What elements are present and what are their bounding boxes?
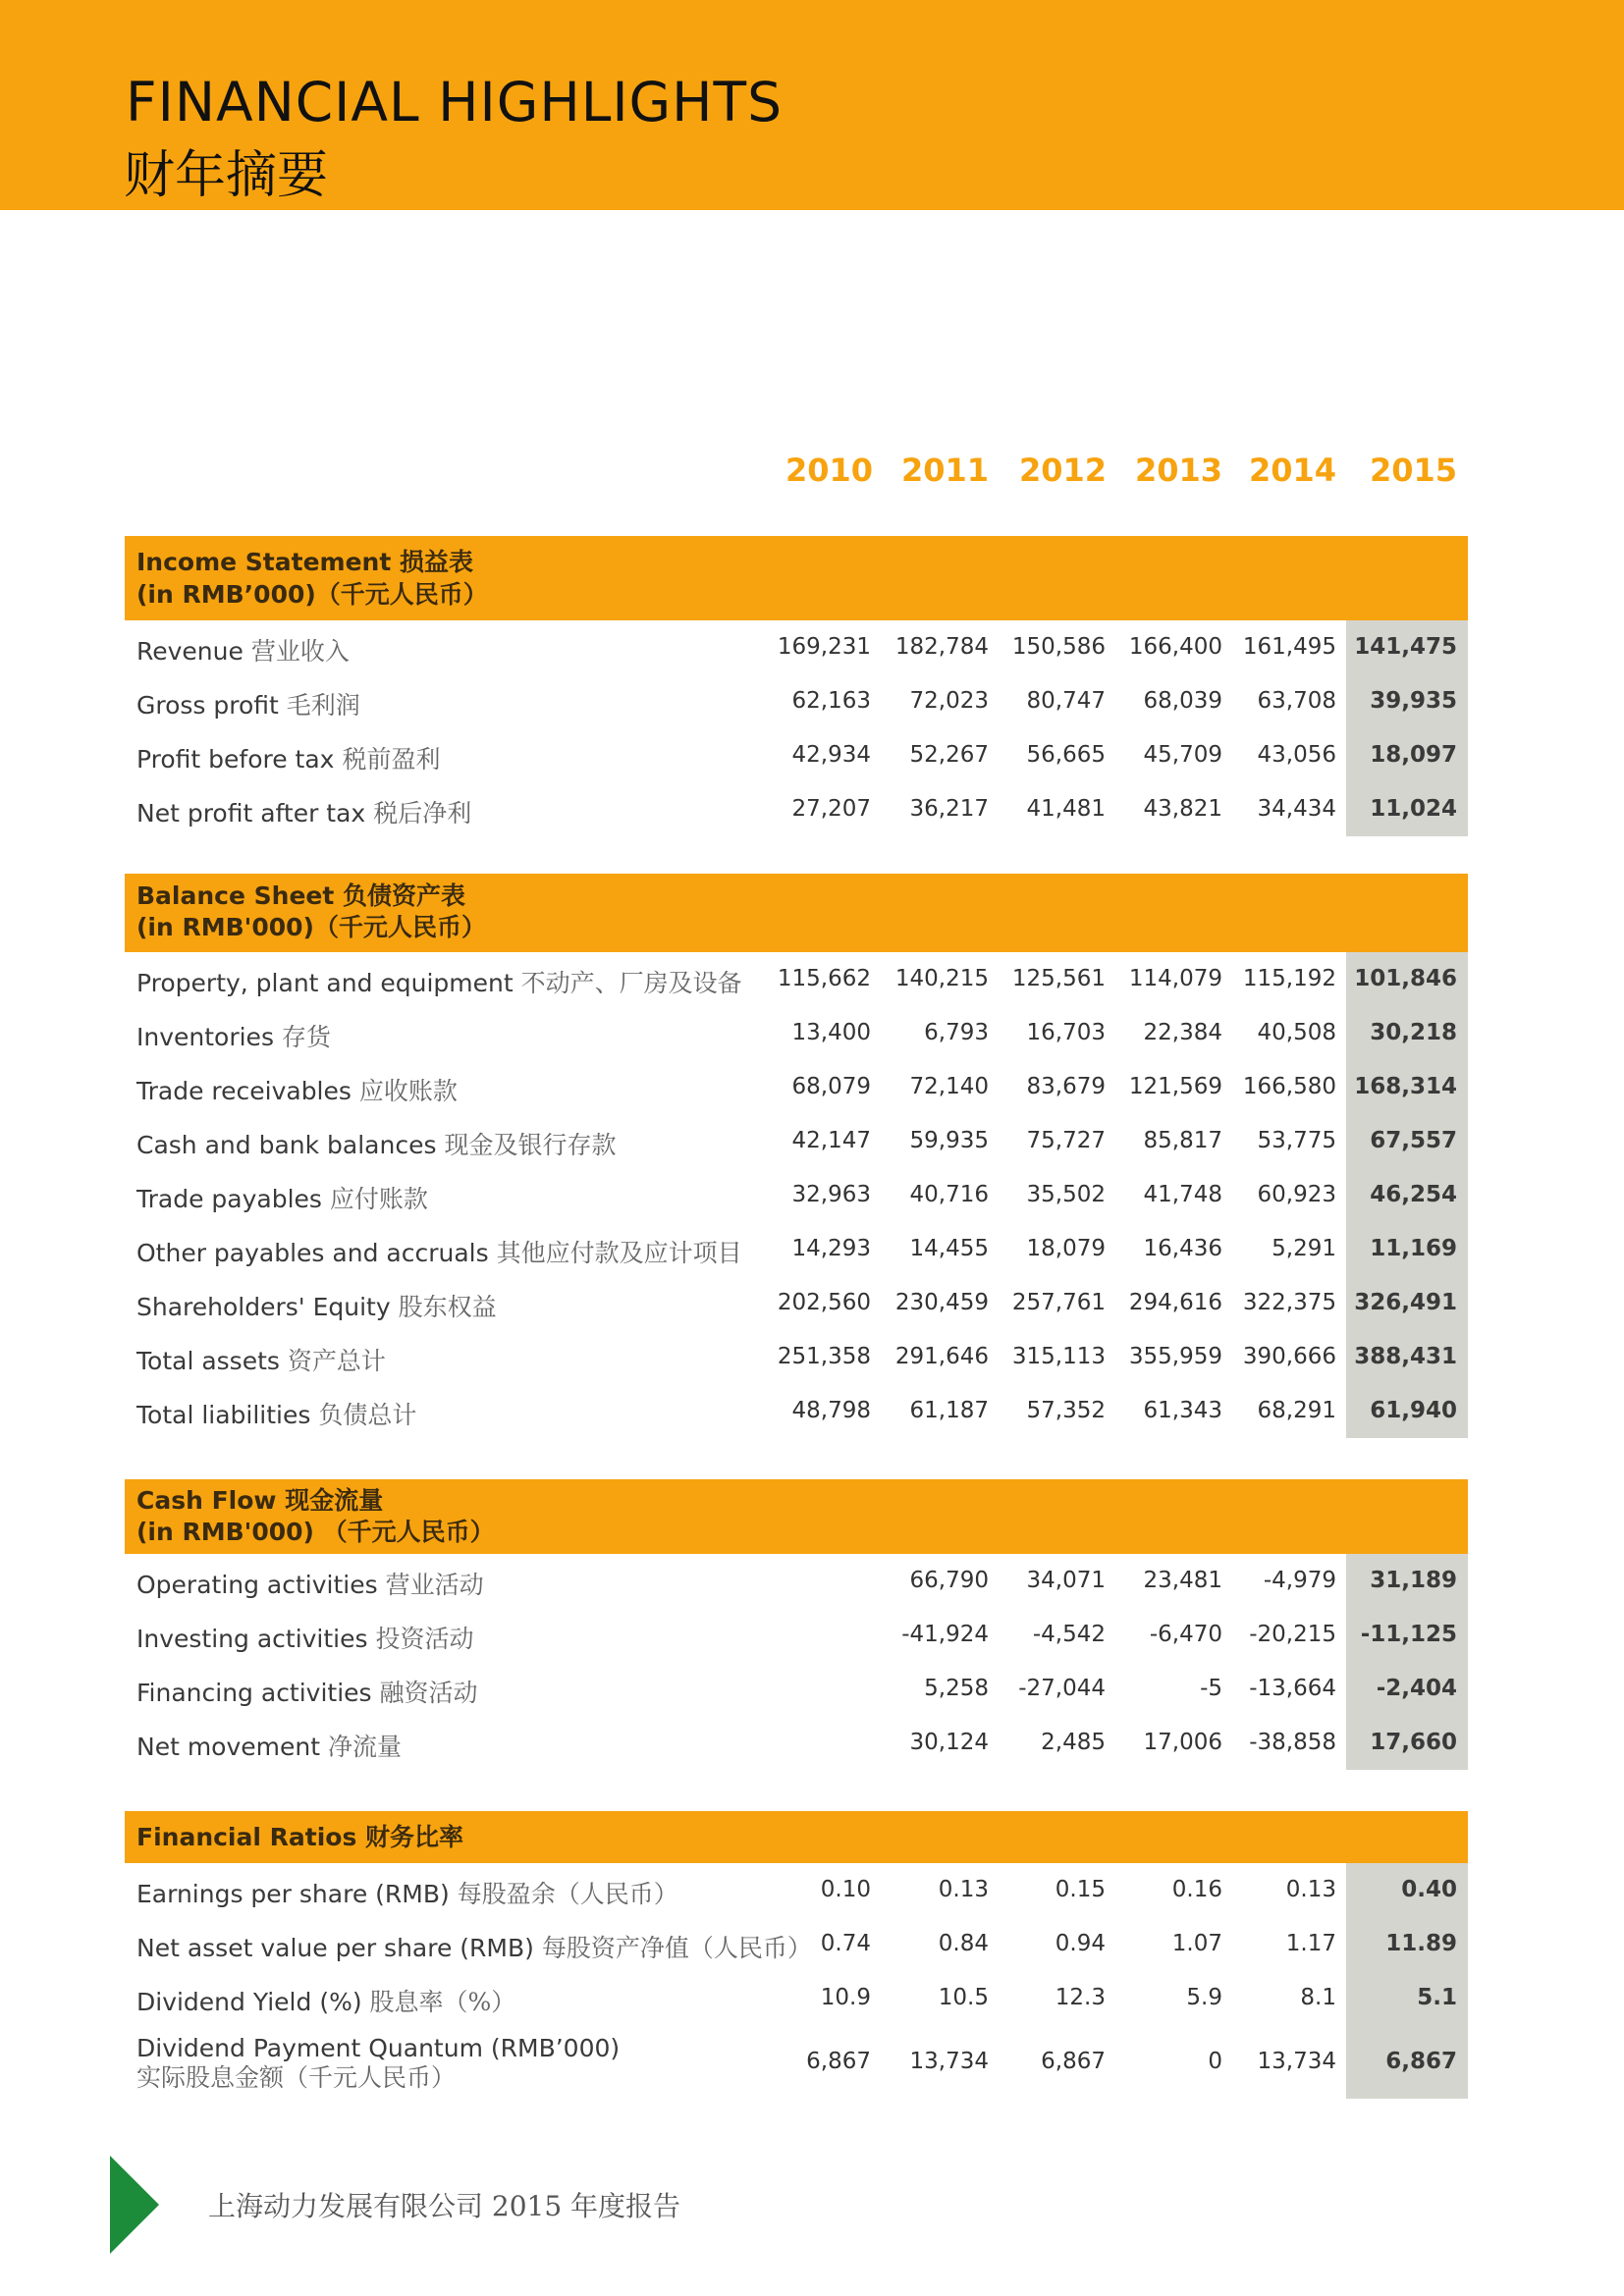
year-header: 2013 <box>1134 452 1222 489</box>
table-row <box>125 952 1468 1006</box>
table-row <box>125 1662 1468 1716</box>
year-header: 2015 <box>1369 452 1457 489</box>
row-label-chinese: 每股盈余（人民币） <box>457 1880 678 1908</box>
row-label <box>136 740 440 775</box>
table-cell-2013: 1.07 <box>1171 1931 1222 1956</box>
table-cell-2015: 326,491 <box>1354 1290 1457 1315</box>
table-cell-2011: 14,455 <box>909 1236 989 1261</box>
row-label-chinese: 实际股息金额（千元人民币） <box>136 2063 457 2092</box>
row-label-chinese: 每股资产净值（人民币） <box>541 1934 812 1962</box>
table-cell-2011: 182,784 <box>894 634 989 660</box>
table-cell-2015: 31,189 <box>1370 1568 1457 1593</box>
table-cell-2015: 11,024 <box>1370 796 1457 822</box>
table-cell-2013: 0 <box>1208 2049 1222 2074</box>
table-row <box>125 1917 1468 1971</box>
row-label <box>136 1929 812 1964</box>
table-cell-2013: 16,436 <box>1143 1236 1222 1261</box>
cash-flow-header <box>125 1479 1468 1554</box>
table-cell-2015: 0.40 <box>1401 1877 1457 1902</box>
table-cell-2010: 62,163 <box>791 688 871 714</box>
table-cell-2014: 63,708 <box>1257 688 1336 714</box>
row-label-chinese: 负债总计 <box>318 1401 417 1429</box>
table-cell-2012: 75,727 <box>1026 1128 1106 1153</box>
table-cell-2011: 10.5 <box>938 1985 989 2010</box>
table-cell-2010: 32,963 <box>791 1182 871 1207</box>
table-cell-2011: 36,217 <box>909 796 989 822</box>
row-label-english: Revenue <box>136 637 251 666</box>
row-label-chinese: 资产总计 <box>287 1347 386 1375</box>
row-label <box>136 794 471 829</box>
table-cell-2014: 34,434 <box>1257 796 1336 822</box>
table-cell-2014: 8.1 <box>1300 1985 1336 2010</box>
table-row <box>125 1971 1468 2025</box>
table-cell-2011: 66,790 <box>909 1568 989 1593</box>
table-cell-2012: 18,079 <box>1026 1236 1106 1261</box>
row-label <box>136 1566 484 1601</box>
row-label <box>136 1288 497 1323</box>
table-row <box>125 728 1468 782</box>
row-label-english: Other payables and accruals <box>136 1239 497 1267</box>
table-cell-2014: 43,056 <box>1257 742 1336 768</box>
table-cell-2011: 52,267 <box>909 742 989 768</box>
section-unit: (in RMB'000)（千元人民币） <box>136 913 486 941</box>
row-label-chinese: 应收账款 <box>358 1077 458 1105</box>
table-cell-2015: 17,660 <box>1370 1730 1457 1755</box>
table-cell-2013: 5.9 <box>1186 1985 1222 2010</box>
row-label <box>136 1620 474 1655</box>
table-row <box>125 1006 1468 1060</box>
table-cell-2010: 13,400 <box>791 1020 871 1045</box>
row-label <box>136 686 360 721</box>
table-cell-2014: 60,923 <box>1257 1182 1336 1207</box>
row-label-english: Earnings per share (RMB) <box>136 1880 458 1908</box>
year-header: 2011 <box>900 452 989 489</box>
row-label <box>136 964 742 999</box>
table-row <box>125 1716 1468 1770</box>
row-label-chinese: 毛利润 <box>286 691 360 720</box>
row-label-chinese: 投资活动 <box>375 1625 474 1653</box>
row-label-english: Net profit after tax <box>136 799 374 828</box>
table-cell-2014: 5,291 <box>1272 1236 1336 1261</box>
table-cell-2013: 68,039 <box>1143 688 1222 714</box>
table-cell-2014: 115,192 <box>1242 966 1336 991</box>
table-cell-2011: 140,215 <box>894 966 989 991</box>
row-label-english: Trade receivables <box>136 1077 359 1105</box>
table-cell-2013: 23,481 <box>1143 1568 1222 1593</box>
row-label-chinese: 税后净利 <box>373 799 472 828</box>
table-cell-2012: 34,071 <box>1026 1568 1106 1593</box>
table-cell-2014: -38,858 <box>1249 1730 1336 1755</box>
table-cell-2012: 257,761 <box>1011 1290 1106 1315</box>
page-title-chinese: 财年摘要 <box>124 146 329 205</box>
table-cell-2011: 0.13 <box>938 1877 989 1902</box>
table-cell-2013: 0.16 <box>1171 1877 1222 1902</box>
table-cell-2012: 315,113 <box>1011 1344 1106 1369</box>
table-cell-2014: 166,580 <box>1242 1074 1336 1099</box>
table-cell-2011: 291,646 <box>894 1344 989 1369</box>
section-title: Cash Flow 现金流量 <box>136 1486 384 1515</box>
table-cell-2013: -6,470 <box>1149 1622 1222 1647</box>
table-cell-2015: -2,404 <box>1376 1676 1457 1701</box>
table-row <box>125 1330 1468 1384</box>
table-cell-2012: 2,485 <box>1041 1730 1106 1755</box>
table-cell-2014: 68,291 <box>1257 1398 1336 1423</box>
table-cell-2013: 61,343 <box>1143 1398 1222 1423</box>
table-cell-2015: 18,097 <box>1370 742 1457 768</box>
table-cell-2010: 251,358 <box>777 1344 871 1369</box>
table-cell-2013: 43,821 <box>1143 796 1222 822</box>
table-cell-2012: 16,703 <box>1026 1020 1106 1045</box>
section-title: Income Statement 损益表 <box>136 548 473 576</box>
section-unit: (in RMB'000) （千元人民币） <box>136 1518 495 1546</box>
footer-report-title: 上海动力发展有限公司 2015 年度报告 <box>208 2190 681 2222</box>
table-row <box>125 1384 1468 1438</box>
table-cell-2013: -5 <box>1200 1676 1222 1701</box>
table-cell-2011: 72,140 <box>909 1074 989 1099</box>
table-cell-2012: 0.94 <box>1055 1931 1106 1956</box>
table-cell-2012: 150,586 <box>1011 634 1106 660</box>
table-cell-2010: 0.74 <box>820 1931 871 1956</box>
table-cell-2014: -20,215 <box>1249 1622 1336 1647</box>
table-cell-2010: 202,560 <box>777 1290 871 1315</box>
row-label-chinese: 现金及银行存款 <box>444 1131 617 1159</box>
table-cell-2013: 294,616 <box>1128 1290 1222 1315</box>
row-label-english: Net asset value per share (RMB) <box>136 1934 542 1962</box>
row-label-english: Gross profit <box>136 691 287 720</box>
table-cell-2012: 35,502 <box>1026 1182 1106 1207</box>
row-label <box>136 1674 478 1709</box>
table-cell-2014: 390,666 <box>1242 1344 1336 1369</box>
table-cell-2013: 45,709 <box>1143 742 1222 768</box>
row-label-chinese: 净流量 <box>327 1733 402 1761</box>
table-cell-2010: 14,293 <box>791 1236 871 1261</box>
year-header: 2012 <box>1018 452 1107 489</box>
table-cell-2015: -11,125 <box>1360 1622 1457 1647</box>
table-cell-2015: 388,431 <box>1354 1344 1457 1369</box>
table-cell-2010: 6,867 <box>806 2049 871 2074</box>
table-cell-2015: 5.1 <box>1417 1985 1457 2010</box>
table-cell-2010: 42,934 <box>791 742 871 768</box>
table-cell-2015: 141,475 <box>1354 634 1457 660</box>
row-label <box>136 1126 616 1161</box>
table-row <box>125 1608 1468 1662</box>
table-cell-2013: 17,006 <box>1143 1730 1222 1755</box>
row-label-english: Total assets <box>136 1347 288 1375</box>
row-label-english: Dividend Yield (%) <box>136 1988 370 2016</box>
row-label-english: Trade payables <box>136 1185 330 1213</box>
table-cell-2014: 1.17 <box>1285 1931 1336 1956</box>
table-cell-2011: 13,734 <box>909 2049 989 2074</box>
table-row <box>125 1060 1468 1114</box>
row-label-english: Total liabilities <box>136 1401 319 1429</box>
table-cell-2013: 166,400 <box>1128 634 1222 660</box>
table-cell-2011: 61,187 <box>909 1398 989 1423</box>
row-label-chinese: 营业活动 <box>385 1571 484 1599</box>
table-cell-2014: -4,979 <box>1263 1568 1336 1593</box>
row-label <box>136 1180 428 1215</box>
table-cell-2011: 72,023 <box>909 688 989 714</box>
table-cell-2011: 40,716 <box>909 1182 989 1207</box>
table-row <box>125 1222 1468 1276</box>
row-label-english: Cash and bank balances <box>136 1131 445 1159</box>
table-cell-2015: 6,867 <box>1385 2049 1457 2074</box>
table-cell-2015: 30,218 <box>1370 1020 1457 1045</box>
table-cell-2010: 68,079 <box>791 1074 871 1099</box>
table-cell-2015: 67,557 <box>1370 1128 1457 1153</box>
table-cell-2011: 5,258 <box>924 1676 989 1701</box>
row-label-chinese: 不动产、厂房及设备 <box>520 969 742 997</box>
table-cell-2015: 101,846 <box>1354 966 1457 991</box>
table-row <box>125 674 1468 728</box>
table-row <box>125 620 1468 674</box>
table-cell-2011: -41,924 <box>901 1622 989 1647</box>
table-cell-2011: 6,793 <box>924 1020 989 1045</box>
table-cell-2015: 39,935 <box>1370 688 1457 714</box>
table-cell-2013: 41,748 <box>1143 1182 1222 1207</box>
row-label-english: Shareholders' Equity <box>136 1293 399 1321</box>
table-cell-2011: 59,935 <box>909 1128 989 1153</box>
row-label <box>136 1728 402 1763</box>
table-row <box>125 2025 1468 2099</box>
year-header-row <box>0 452 1624 501</box>
table-row <box>125 1863 1468 1917</box>
section-title: Balance Sheet 负债资产表 <box>136 881 466 910</box>
table-cell-2015: 11.89 <box>1385 1931 1457 1956</box>
table-cell-2010: 42,147 <box>791 1128 871 1153</box>
year-header: 2010 <box>785 452 873 489</box>
section-unit: (in RMB’000)（千元人民币） <box>136 580 488 609</box>
year-header: 2014 <box>1248 452 1336 489</box>
row-label-english: Property, plant and equipment <box>136 969 521 997</box>
row-label <box>136 1983 515 2018</box>
table-cell-2015: 11,169 <box>1370 1236 1457 1261</box>
row-label-chinese: 存货 <box>281 1023 331 1051</box>
row-label-english: Operating activities <box>136 1571 386 1599</box>
table-cell-2013: 85,817 <box>1143 1128 1222 1153</box>
table-cell-2014: 161,495 <box>1242 634 1336 660</box>
table-cell-2013: 22,384 <box>1143 1020 1222 1045</box>
table-cell-2015: 46,254 <box>1370 1182 1457 1207</box>
table-cell-2012: 56,665 <box>1026 742 1106 768</box>
table-row <box>125 1554 1468 1608</box>
row-label-chinese: 其他应付款及应计项目 <box>496 1239 742 1267</box>
row-label <box>136 632 350 667</box>
table-cell-2012: -27,044 <box>1018 1676 1106 1701</box>
table-cell-2012: -4,542 <box>1032 1622 1106 1647</box>
table-cell-2010: 27,207 <box>791 796 871 822</box>
financial-ratios-header <box>125 1811 1468 1863</box>
table-cell-2012: 125,561 <box>1011 966 1106 991</box>
row-label <box>136 1875 678 1910</box>
row-label: Dividend Payment Quantum (RMB’000) <box>136 2034 621 2062</box>
page-title: FINANCIAL HIGHLIGHTS <box>126 71 784 133</box>
balance-sheet-header <box>125 874 1468 952</box>
row-label-english: Profit before tax <box>136 745 343 774</box>
section-title: Financial Ratios 财务比率 <box>136 1823 464 1851</box>
table-cell-2012: 6,867 <box>1041 2049 1106 2074</box>
row-label-chinese: 税前盈利 <box>342 745 441 774</box>
table-cell-2014: 322,375 <box>1242 1290 1336 1315</box>
income-statement-header <box>125 536 1468 620</box>
row-label-english: Net movement <box>136 1733 328 1761</box>
table-cell-2014: 13,734 <box>1257 2049 1336 2074</box>
row-label-chinese: 营业收入 <box>250 637 350 666</box>
table-cell-2014: 0.13 <box>1285 1877 1336 1902</box>
row-label-english: Investing activities <box>136 1625 376 1653</box>
table-row <box>125 782 1468 836</box>
table-row <box>125 1168 1468 1222</box>
row-label-chinese: 股东权益 <box>398 1293 497 1321</box>
row-label <box>136 1342 386 1377</box>
table-cell-2014: 53,775 <box>1257 1128 1336 1153</box>
row-label <box>136 1018 331 1053</box>
table-cell-2013: 114,079 <box>1128 966 1222 991</box>
table-cell-2012: 0.15 <box>1055 1877 1106 1902</box>
green-arrow-icon <box>110 2156 159 2254</box>
table-cell-2011: 230,459 <box>894 1290 989 1315</box>
table-cell-2015: 168,314 <box>1354 1074 1457 1099</box>
table-cell-2012: 41,481 <box>1026 796 1106 822</box>
table-row <box>125 1276 1468 1330</box>
row-label <box>136 1072 458 1107</box>
row-label-chinese: 股息率（%） <box>369 1988 516 2016</box>
table-cell-2013: 355,959 <box>1128 1344 1222 1369</box>
row-label-english: Financing activities <box>136 1679 380 1707</box>
row-label-chinese: 应付账款 <box>329 1185 428 1213</box>
table-cell-2012: 80,747 <box>1026 688 1106 714</box>
row-label-english: Inventories <box>136 1023 282 1051</box>
row-label <box>136 1234 742 1269</box>
table-cell-2010: 115,662 <box>777 966 871 991</box>
table-cell-2010: 0.10 <box>820 1877 871 1902</box>
table-cell-2015: 61,940 <box>1370 1398 1457 1423</box>
table-cell-2010: 48,798 <box>791 1398 871 1423</box>
table-cell-2012: 83,679 <box>1026 1074 1106 1099</box>
table-cell-2014: 40,508 <box>1257 1020 1336 1045</box>
row-label-chinese: 融资活动 <box>379 1679 478 1707</box>
table-cell-2012: 57,352 <box>1026 1398 1106 1423</box>
table-cell-2010: 169,231 <box>777 634 871 660</box>
table-cell-2011: 0.84 <box>938 1931 989 1956</box>
table-cell-2011: 30,124 <box>909 1730 989 1755</box>
table-cell-2013: 121,569 <box>1128 1074 1222 1099</box>
row-label <box>136 1396 416 1431</box>
table-row <box>125 1114 1468 1168</box>
table-cell-2010: 10.9 <box>820 1985 871 2010</box>
table-cell-2014: -13,664 <box>1249 1676 1336 1701</box>
table-cell-2012: 12.3 <box>1055 1985 1106 2010</box>
